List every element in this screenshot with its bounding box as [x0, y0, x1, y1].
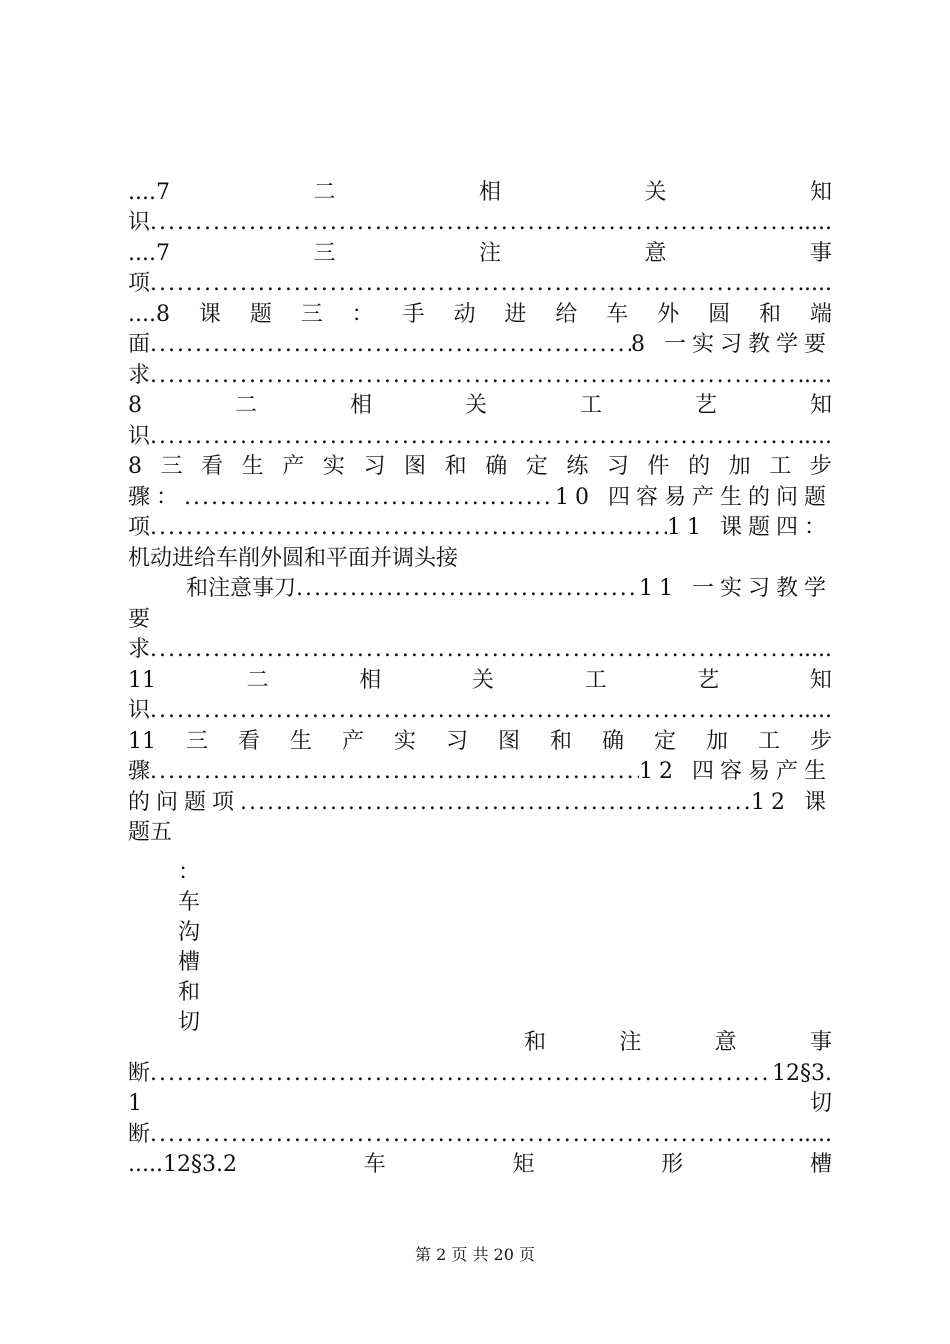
toc-text: 手 [402, 302, 425, 327]
toc-line [128, 818, 832, 848]
dot-leader [150, 1120, 804, 1150]
toc-line [128, 727, 832, 757]
toc-text: 课 [198, 302, 221, 327]
toc-text: 定 [525, 454, 548, 479]
toc-text: 二 [246, 668, 269, 693]
toc-line [128, 1150, 832, 1180]
toc-text: 图 [404, 454, 427, 479]
toc-text: 给 [555, 302, 578, 327]
dot-leader [150, 635, 804, 665]
toc-text: 实 [393, 729, 416, 754]
toc-text: 相 [349, 393, 372, 418]
toc-text: 步 [809, 729, 832, 754]
toc-text: 工 [757, 729, 780, 754]
toc-text: 确 [601, 729, 624, 754]
toc-text: 三 [313, 241, 336, 266]
toc-text: 要 [128, 607, 151, 632]
toc-text: 求 [128, 637, 151, 662]
toc-text: 习 [445, 729, 468, 754]
toc-text: 8 一实习教学要 [631, 332, 832, 357]
toc-text: 1 [128, 1091, 142, 1116]
toc-text: 二 [313, 180, 336, 205]
toc-text: 矩 [512, 1152, 535, 1177]
toc-text: 知 [809, 180, 832, 205]
toc-text: 关 [644, 180, 667, 205]
toc-text: 关 [464, 393, 487, 418]
toc-text: 注 [478, 241, 501, 266]
toc-text: 艺 [697, 668, 720, 693]
toc-line [128, 178, 832, 208]
toc-text: 识 [128, 698, 151, 723]
toc-text: .... [804, 363, 832, 388]
toc-text: 11 一实习教学 [639, 576, 832, 601]
toc-text: 相 [359, 668, 382, 693]
toc-text: 图 [497, 729, 520, 754]
toc-line [128, 1089, 832, 1119]
toc-text: 项 [128, 515, 151, 540]
toc-text: 10 四容易产生的问题 [555, 485, 832, 510]
toc-text: 8 [128, 454, 142, 479]
toc-text: 车 [178, 890, 201, 915]
page-number: 第 2 页 [415, 1245, 468, 1264]
toc-text: 加 [705, 729, 728, 754]
toc-text: 习 [363, 454, 386, 479]
toc-text: 求 [128, 363, 151, 388]
toc-text: ....8 [128, 302, 170, 327]
toc-line [128, 513, 832, 543]
toc-text: 定 [653, 729, 676, 754]
toc-text: 看 [201, 454, 224, 479]
dot-leader [150, 513, 667, 543]
toc-line [128, 422, 832, 452]
toc-text: 三 [160, 454, 183, 479]
toc-text: 意 [644, 241, 667, 266]
dot-leader [150, 269, 804, 299]
toc-text: 相 [478, 180, 501, 205]
toc-text: 题五 [128, 820, 173, 845]
toc-line [128, 605, 832, 635]
toc-text: 知 [809, 393, 832, 418]
toc-text: 的问题项 [128, 790, 241, 815]
toc-text: 三 [300, 302, 323, 327]
toc-text: 切 [178, 1010, 201, 1035]
toc-text: 12§3. [772, 1061, 832, 1086]
toc-line [128, 757, 832, 787]
dot-leader [150, 361, 804, 391]
toc-line [128, 666, 832, 696]
toc-text: .... [804, 698, 832, 723]
toc-text: ： [351, 302, 374, 327]
toc-text: 11 [128, 729, 156, 754]
toc-text: 骤 [128, 759, 151, 784]
toc-text: 的 [688, 454, 711, 479]
toc-text: ....7 [128, 241, 170, 266]
toc-text: 外 [657, 302, 680, 327]
toc-text: 习 [606, 454, 629, 479]
toc-text: 和 [444, 454, 467, 479]
dot-leader [184, 483, 555, 513]
toc-text: 和 [549, 729, 572, 754]
dot-leader [150, 1059, 772, 1089]
toc-text: 面 [128, 332, 151, 357]
toc-text: 二 [234, 393, 257, 418]
dot-leader [150, 422, 804, 452]
toc-text: 件 [647, 454, 670, 479]
toc-text: 机动进给车削外圆和平面并调头接 [128, 546, 459, 571]
toc-text: 产 [282, 454, 305, 479]
toc-text: 11 课题四： [667, 515, 832, 540]
toc-line [128, 391, 832, 421]
toc-text: 进 [504, 302, 527, 327]
vertical-text [178, 858, 200, 1038]
toc-text: 确 [485, 454, 508, 479]
dot-leader [150, 330, 631, 360]
toc-text: .....12§3.2 [128, 1152, 237, 1177]
toc-text: ： [178, 860, 201, 885]
toc-text: 艺 [694, 393, 717, 418]
toc-line [128, 1120, 832, 1150]
toc-text: 和 [178, 980, 201, 1005]
toc-line [128, 1059, 832, 1089]
toc-text: 加 [728, 454, 751, 479]
toc-text: 11 [128, 668, 156, 693]
toc-text: 车 [606, 302, 629, 327]
toc-text: 练 [566, 454, 589, 479]
toc-line [128, 361, 832, 391]
toc-text: .... [804, 1122, 832, 1147]
toc-text: 12 四容易产生 [639, 759, 832, 784]
toc-text: 和注意事刀 [186, 576, 297, 601]
toc-text: 意 [714, 1030, 737, 1055]
toc-line [128, 208, 832, 238]
toc-text: 识 [128, 210, 151, 235]
toc-text: 8 [128, 393, 142, 418]
toc-line [128, 544, 832, 574]
toc-text: 12 课 [751, 790, 832, 815]
dot-leader [150, 757, 639, 787]
toc-text: 工 [579, 393, 602, 418]
toc-text: 注 [619, 1030, 642, 1055]
toc-text: 和 [759, 302, 782, 327]
toc-text: .... [804, 210, 832, 235]
toc-text: 实 [322, 454, 345, 479]
dot-leader [150, 208, 804, 238]
toc-text: 识 [128, 424, 151, 449]
toc-line [128, 269, 832, 299]
toc-line [128, 696, 832, 726]
toc-text: ....7 [128, 180, 170, 205]
toc-text: 断 [128, 1122, 151, 1147]
toc-text: 断 [128, 1061, 151, 1086]
toc-text: 项 [128, 271, 151, 296]
dot-leader [240, 788, 751, 818]
toc-text: .... [804, 424, 832, 449]
page-total: 共 20 页 [472, 1245, 535, 1264]
toc-text: 形 [661, 1152, 684, 1177]
toc-text: 知 [809, 668, 832, 693]
toc-line [186, 574, 832, 604]
toc-text: .... [804, 271, 832, 296]
toc-text: 切 [809, 1091, 832, 1116]
toc-text: 圆 [708, 302, 731, 327]
toc-text: 槽 [809, 1152, 832, 1177]
toc-text: 和 [524, 1030, 547, 1055]
toc-text: 步 [809, 454, 832, 479]
toc-line [128, 300, 832, 330]
toc-text: 生 [241, 454, 264, 479]
page-footer [0, 1245, 950, 1265]
toc-text: 车 [363, 1152, 386, 1177]
toc-line [128, 635, 832, 665]
toc-text: 事 [809, 241, 832, 266]
toc-text: 题 [249, 302, 272, 327]
toc-text: 动 [453, 302, 476, 327]
toc-line [128, 239, 832, 269]
toc-text: 事 [809, 1030, 832, 1055]
toc-text: .... [804, 637, 832, 662]
toc-text: 端 [809, 302, 832, 327]
dot-leader [296, 574, 639, 604]
toc-line [128, 330, 832, 360]
toc-text: 产 [341, 729, 364, 754]
toc-line [128, 452, 832, 482]
toc-text: 沟 [178, 920, 201, 945]
toc-text: 关 [471, 668, 494, 693]
toc-text: 工 [769, 454, 792, 479]
toc-text: 工 [584, 668, 607, 693]
toc-text: 看 [237, 729, 260, 754]
toc-line [128, 788, 832, 818]
toc-text: 骤： [128, 485, 185, 510]
toc-line [128, 483, 832, 513]
dot-leader [150, 696, 804, 726]
toc-text: 生 [289, 729, 312, 754]
toc-line [524, 1028, 832, 1058]
toc-text: 三 [185, 729, 208, 754]
toc-text: 槽 [178, 950, 201, 975]
